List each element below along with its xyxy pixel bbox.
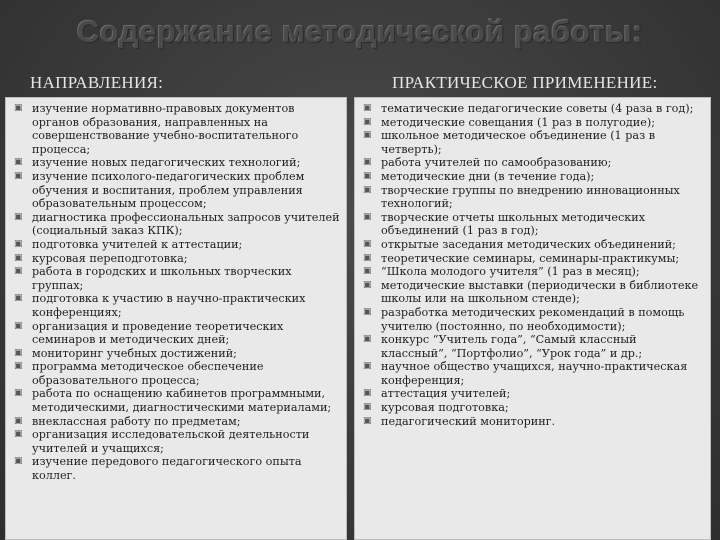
- square-bullet-icon: ▣: [363, 157, 372, 168]
- application-item: [363, 252, 704, 266]
- direction-item-text: изучение нормативно-правовых документов органов образования, направленных на совершенствование учебно-воспитательного процесса;: [32, 102, 299, 156]
- practical-application-list: [355, 98, 710, 428]
- square-bullet-icon: ▣: [363, 211, 372, 222]
- direction-item: [14, 170, 340, 211]
- direction-item: [14, 320, 340, 347]
- square-bullet-icon: ▣: [14, 388, 23, 399]
- square-bullet-icon: ▣: [363, 170, 372, 181]
- direction-item-text: курсовая переподготовка;: [32, 251, 188, 265]
- direction-item: [14, 102, 340, 156]
- application-item-text: аттестация учителей;: [381, 387, 511, 401]
- application-item: [363, 238, 704, 252]
- direction-item: [14, 455, 340, 482]
- application-item: [363, 306, 704, 333]
- application-item-text: открытые заседания методических объединений;: [381, 237, 676, 251]
- application-item-text: конкурс “Учитель года”, “Самый классный классный”, “Портфолио”, “Урок года” и др.;: [381, 333, 643, 360]
- square-bullet-icon: ▣: [363, 279, 372, 290]
- application-item-text: научное общество учащихся, научно-практическая конференция;: [381, 360, 688, 387]
- direction-item-text: подготовка к участию в научно-практических конференциях;: [32, 292, 306, 319]
- square-bullet-icon: ▣: [14, 456, 23, 467]
- direction-item: [14, 387, 340, 414]
- application-item-text: творческие отчеты школьных методических объединений (1 раз в год);: [381, 210, 646, 238]
- square-bullet-icon: ▣: [363, 388, 372, 399]
- application-item-text: курсовая подготовка;: [381, 401, 509, 415]
- direction-item-text: работа в городских и школьных творческих группах;: [32, 265, 292, 292]
- square-bullet-icon: ▣: [14, 429, 23, 440]
- application-item: [363, 184, 704, 211]
- direction-item-text: внеклассная работу по предметам;: [32, 414, 241, 428]
- application-item: [363, 279, 704, 306]
- application-item-text: разработка методических рекомендаций в помощь учителю (постоянно, по необходимости);: [381, 305, 685, 333]
- direction-item: [14, 360, 340, 387]
- application-item-text: методические дни (в течение года);: [381, 169, 595, 183]
- square-bullet-icon: ▣: [363, 184, 372, 195]
- direction-item-text: организация исследовательской деятельности учителей и учащихся;: [32, 428, 310, 455]
- application-item-text: методические совещания (1 раз в полугодие);: [381, 115, 655, 129]
- practical-application-panel: [354, 97, 711, 540]
- direction-item: [14, 252, 340, 266]
- direction-item: [14, 156, 340, 170]
- square-bullet-icon: ▣: [363, 361, 372, 372]
- direction-item-text: организация и проведение теоретических семинаров и методических дней;: [32, 319, 284, 347]
- application-item: [363, 116, 704, 130]
- direction-item: [14, 265, 340, 292]
- square-bullet-icon: ▣: [14, 238, 23, 249]
- application-item-text: методические выставки (периодически в библиотеке школы или на школьном стенде);: [381, 278, 699, 306]
- square-bullet-icon: ▣: [363, 103, 372, 113]
- square-bullet-icon: ▣: [14, 211, 23, 222]
- square-bullet-icon: ▣: [363, 130, 372, 141]
- direction-item-text: программа методическое обеспечение образовательного процесса;: [32, 360, 264, 387]
- direction-item-text: изучение новых педагогических технологий;: [32, 156, 301, 170]
- application-item: [363, 129, 704, 156]
- application-item: [363, 401, 704, 415]
- square-bullet-icon: ▣: [363, 402, 372, 413]
- application-item: [363, 156, 704, 170]
- directions-panel: [5, 97, 347, 540]
- right-column-heading: ПРАКТИЧЕСКОЕ ПРИМЕНЕНИЕ:: [392, 73, 658, 92]
- square-bullet-icon: ▣: [363, 252, 372, 263]
- application-item-text: “Школа молодого учителя” (1 раз в месяц);: [381, 265, 640, 279]
- direction-item-text: мониторинг учебных достижений;: [32, 346, 237, 360]
- direction-item: [14, 211, 340, 238]
- square-bullet-icon: ▣: [363, 334, 372, 345]
- square-bullet-icon: ▣: [14, 347, 23, 358]
- square-bullet-icon: ▣: [363, 116, 372, 127]
- square-bullet-icon: ▣: [14, 170, 23, 181]
- application-item: [363, 170, 704, 184]
- direction-item: [14, 428, 340, 455]
- square-bullet-icon: ▣: [14, 361, 23, 372]
- direction-item-text: изучение психолого-педагогических проблем обучения и воспитания, проблем управления образовательным процессом;: [32, 169, 305, 211]
- application-item-text: школьное методическое объединение (1 раз в четверть);: [381, 129, 656, 156]
- application-item: [363, 102, 704, 116]
- application-item-text: тематические педагогические советы (4 раза в год);: [381, 102, 694, 115]
- application-item: [363, 360, 704, 387]
- application-item: [363, 211, 704, 238]
- direction-item-text: диагностика профессиональных запросов учителей (социальный заказ КПК);: [32, 210, 340, 238]
- left-column-heading: НАПРАВЛЕНИЯ:: [30, 73, 164, 92]
- application-item-text: творческие группы по внедрению инновационных технологий;: [381, 183, 680, 211]
- square-bullet-icon: ▣: [363, 415, 372, 426]
- direction-item: [14, 415, 340, 429]
- application-item-text: работа учителей по самообразованию;: [381, 156, 612, 170]
- application-item: [363, 415, 704, 429]
- square-bullet-icon: ▣: [14, 103, 23, 113]
- square-bullet-icon: ▣: [14, 415, 23, 426]
- directions-list: [6, 98, 346, 483]
- square-bullet-icon: ▣: [363, 238, 372, 249]
- direction-item: [14, 292, 340, 319]
- square-bullet-icon: ▣: [363, 266, 372, 277]
- direction-item-text: работа по оснащению кабинетов программными, методическими, диагностическими материалами;: [32, 387, 332, 415]
- square-bullet-icon: ▣: [14, 320, 23, 331]
- square-bullet-icon: ▣: [14, 252, 23, 263]
- application-item: [363, 333, 704, 360]
- direction-item-text: подготовка учителей к аттестации;: [32, 237, 243, 251]
- square-bullet-icon: ▣: [14, 293, 23, 304]
- application-item: [363, 265, 704, 279]
- direction-item: [14, 347, 340, 361]
- direction-item-text: изучение передового педагогического опыта коллег.: [32, 455, 302, 483]
- application-item-text: теоретические семинары, семинары-практикумы;: [381, 251, 680, 265]
- square-bullet-icon: ▣: [363, 306, 372, 317]
- square-bullet-icon: ▣: [14, 266, 23, 277]
- slide-title: Содержание методической работы:: [76, 14, 644, 49]
- application-item: [363, 387, 704, 401]
- direction-item: [14, 238, 340, 252]
- square-bullet-icon: ▣: [14, 157, 23, 168]
- application-item-text: педагогический мониторинг.: [381, 414, 556, 428]
